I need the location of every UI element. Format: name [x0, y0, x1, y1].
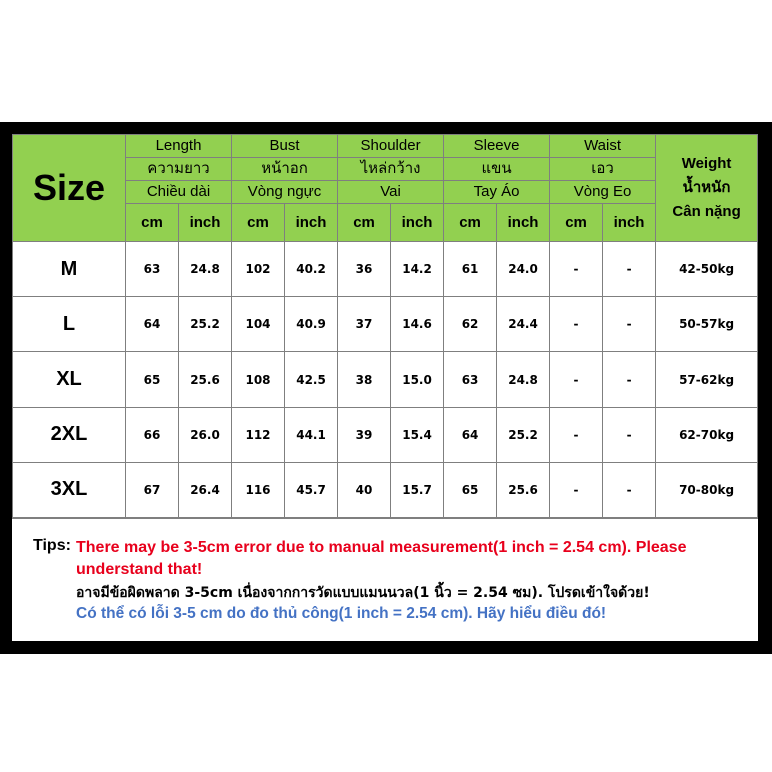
waist-inch-cell: -	[603, 407, 656, 462]
bust-cm-cell: 104	[232, 297, 285, 352]
waist-cm-cell: -	[550, 407, 603, 462]
shoulder-header-vi: Vai	[338, 180, 444, 203]
weight-cell: 57-62kg	[656, 352, 758, 407]
shoulder-cm-cell: 36	[338, 242, 391, 297]
sleeve-inch-cell: 24.8	[497, 352, 550, 407]
table-row	[13, 462, 758, 517]
sleeve-header-en: Sleeve	[444, 135, 550, 158]
length-cm-cell: 67	[126, 462, 179, 517]
waist-cm-unit: cm	[550, 203, 603, 242]
row-size-label: L	[13, 297, 126, 352]
bust-inch-cell: 45.7	[285, 462, 338, 517]
tips-section	[12, 518, 758, 641]
shoulder-cm-cell: 37	[338, 297, 391, 352]
shoulder-header-en: Shoulder	[338, 135, 444, 158]
length-cm-cell: 65	[126, 352, 179, 407]
length-inch-cell: 25.2	[179, 297, 232, 352]
sleeve-header-th: แขน	[444, 157, 550, 180]
row-size-label: M	[13, 242, 126, 297]
length-inch-cell: 24.8	[179, 242, 232, 297]
length-cm-cell: 64	[126, 297, 179, 352]
row-size-label: 2XL	[13, 407, 126, 462]
length-inch-cell: 26.0	[179, 407, 232, 462]
sleeve-cm-cell: 62	[444, 297, 497, 352]
tips-english: There may be 3-5cm error due to manual measurement(1 inch = 2.54 cm). Please understand that!	[76, 539, 687, 578]
shoulder-cm-cell: 40	[338, 462, 391, 517]
size-chart	[12, 134, 758, 641]
waist-header-th: เอว	[550, 157, 656, 180]
table-row	[13, 242, 758, 297]
weight-header-vi: Cân nặng	[672, 203, 741, 221]
waist-cm-cell: -	[550, 352, 603, 407]
sleeve-cm-cell: 65	[444, 462, 497, 517]
shoulder-cm-unit: cm	[338, 203, 391, 242]
sleeve-cm-cell: 63	[444, 352, 497, 407]
bust-cm-unit: cm	[232, 203, 285, 242]
chart-frame	[0, 122, 772, 654]
weight-header	[656, 135, 758, 242]
bust-header-vi: Vòng ngực	[232, 180, 338, 203]
bust-cm-cell: 116	[232, 462, 285, 517]
sleeve-header-vi: Tay Áo	[444, 180, 550, 203]
weight-cell: 50-57kg	[656, 297, 758, 352]
size-table	[12, 134, 758, 518]
weight-cell: 62-70kg	[656, 407, 758, 462]
tips-thai: อาจมีข้อผิดพลาด 3-5cm เนื่องจากการวัดแบบแมนนวล(1 นิ้ว = 2.54 ซม). โปรดเข้าใจด้วย!	[76, 585, 650, 601]
length-inch-unit: inch	[179, 203, 232, 242]
shoulder-inch-cell: 14.6	[391, 297, 444, 352]
shoulder-inch-cell: 15.0	[391, 352, 444, 407]
waist-inch-cell: -	[603, 352, 656, 407]
weight-cell: 42-50kg	[656, 242, 758, 297]
waist-cm-cell: -	[550, 462, 603, 517]
shoulder-cm-cell: 39	[338, 407, 391, 462]
bust-cm-cell: 112	[232, 407, 285, 462]
bust-inch-unit: inch	[285, 203, 338, 242]
weight-header-en: Weight	[681, 155, 732, 173]
shoulder-inch-cell: 15.4	[391, 407, 444, 462]
tips-vietnamese: Có thể có lỗi 3-5 cm do đo thủ công(1 inch = 2.54 cm). Hãy hiểu điều đó!	[76, 605, 607, 622]
sleeve-inch-cell: 24.4	[497, 297, 550, 352]
length-cm-cell: 63	[126, 242, 179, 297]
size-header: Size	[13, 135, 126, 242]
length-inch-cell: 25.6	[179, 352, 232, 407]
length-header-en: Length	[126, 135, 232, 158]
waist-inch-unit: inch	[603, 203, 656, 242]
bust-cm-cell: 108	[232, 352, 285, 407]
table-row	[13, 407, 758, 462]
bust-inch-cell: 40.2	[285, 242, 338, 297]
sleeve-cm-cell: 64	[444, 407, 497, 462]
shoulder-inch-cell: 14.2	[391, 242, 444, 297]
waist-header-vi: Vòng Eo	[550, 180, 656, 203]
length-header-vi: Chiều dài	[126, 180, 232, 203]
length-header-th: ความยาว	[126, 157, 232, 180]
sleeve-cm-cell: 61	[444, 242, 497, 297]
weight-cell: 70-80kg	[656, 462, 758, 517]
waist-inch-cell: -	[603, 242, 656, 297]
sleeve-inch-cell: 24.0	[497, 242, 550, 297]
sleeve-inch-cell: 25.6	[497, 462, 550, 517]
row-size-label: XL	[13, 352, 126, 407]
waist-inch-cell: -	[603, 462, 656, 517]
table-row	[13, 297, 758, 352]
sleeve-inch-cell: 25.2	[497, 407, 550, 462]
length-inch-cell: 26.4	[179, 462, 232, 517]
shoulder-header-th: ไหล่กว้าง	[338, 157, 444, 180]
table-row	[13, 352, 758, 407]
bust-header-th: หน้าอก	[232, 157, 338, 180]
row-size-label: 3XL	[13, 462, 126, 517]
weight-header-th: น้ำหนัก	[682, 179, 731, 197]
shoulder-inch-cell: 15.7	[391, 462, 444, 517]
sleeve-cm-unit: cm	[444, 203, 497, 242]
waist-cm-cell: -	[550, 242, 603, 297]
bust-inch-cell: 42.5	[285, 352, 338, 407]
bust-cm-cell: 102	[232, 242, 285, 297]
tips-label: Tips:	[33, 537, 71, 554]
bust-inch-cell: 44.1	[285, 407, 338, 462]
bust-inch-cell: 40.9	[285, 297, 338, 352]
waist-header-en: Waist	[550, 135, 656, 158]
length-cm-cell: 66	[126, 407, 179, 462]
length-cm-unit: cm	[126, 203, 179, 242]
shoulder-inch-unit: inch	[391, 203, 444, 242]
sleeve-inch-unit: inch	[497, 203, 550, 242]
waist-inch-cell: -	[603, 297, 656, 352]
shoulder-cm-cell: 38	[338, 352, 391, 407]
waist-cm-cell: -	[550, 297, 603, 352]
bust-header-en: Bust	[232, 135, 338, 158]
